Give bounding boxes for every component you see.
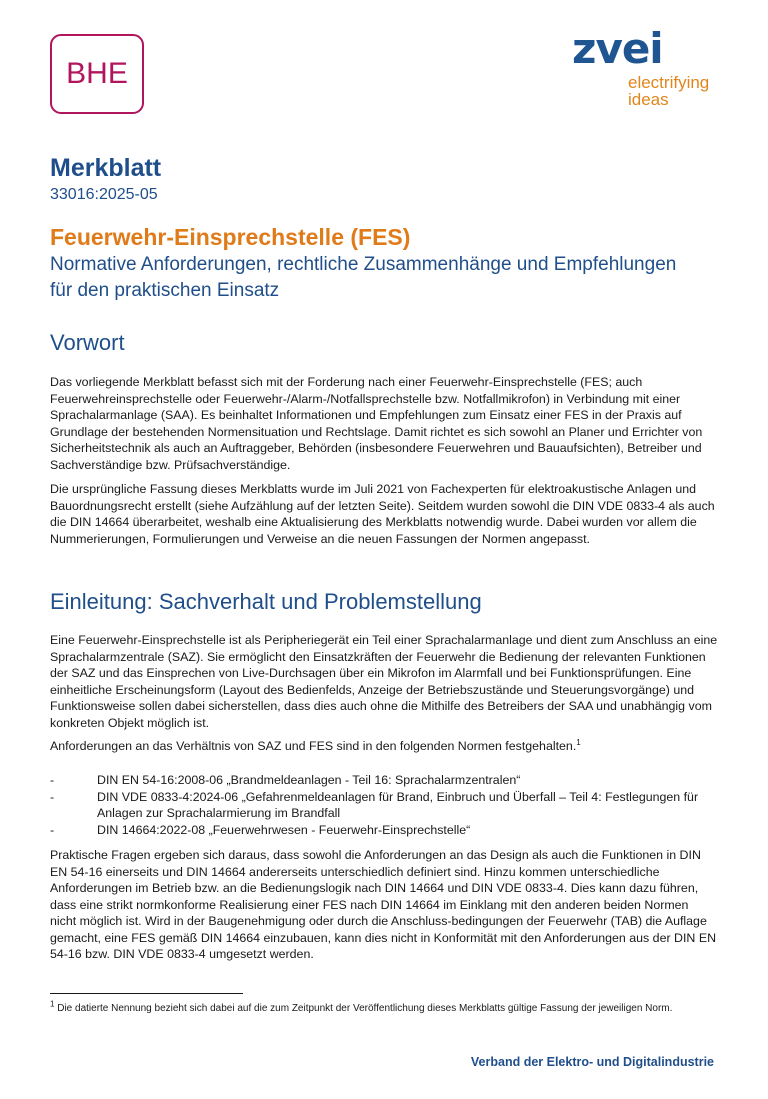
- footnote: [50, 999, 718, 1016]
- footnote-reference: 1: [576, 737, 581, 747]
- norm-list: [50, 772, 718, 838]
- zvei-logo: [572, 24, 732, 109]
- list-item: [50, 789, 718, 822]
- vorwort-paragraph-2: Die ursprüngliche Fassung dieses Merkblatts wurde im Juli 2021 von Fachexperten für elektroakustische Anlagen und Bauordnungsrecht erstellt (siehe Aufzählung auf der letzten Seite). Seitdem wurden sowohl die DIN VDE 0833-4 als auch die DIN 14664 überarbeitet, weshalb eine Aktualisierung des Merkblatts notwendig wurde. Dabei wurden vor allem die Nummerierungen, Formulierungen und Verweise an die neuen Fassungen der Normen angepasst.: [50, 482, 715, 546]
- list-item: [50, 822, 718, 839]
- document-title: Feuerwehr-Einsprechstelle (FES): [50, 224, 411, 250]
- list-dash: -: [50, 822, 55, 837]
- bhe-logo: [50, 34, 144, 114]
- document-subtitle: Normative Anforderungen, rechtliche Zusammenhänge und Empfehlungen für den praktischen Einsatz: [50, 254, 677, 301]
- zvei-logo-word: zvei: [572, 24, 663, 73]
- vorwort-paragraph-1: Das vorliegende Merkblatt befasst sich mit der Forderung nach einer Feuerwehr-Einsprechstelle (FES; auch Feuerwehreinsprechstelle oder Feuerwehr-/Alarm-/Notfallsprechstelle bzw. Notfallmikrofon) in Verbindung mit einer Sprachalarmanlage (SAA). Es beinhaltet Informationen und Empfehlungen zum Einsatz einer FES in der Praxis auf Grundlage der bestehenden Normensituation und Rechtslage. Damit richtet es sich sowohl an Planer und Errichter von Sicherheitstechnik als auch an Auftraggeber, Behörden (insbesondere Feuerwehren und Bauaufsichten), Betreiber und Sachverständige bzw. Prüfsachverständige.: [50, 375, 703, 472]
- einleitung-paragraph-1: Eine Feuerwehr-Einsprechstelle ist als Peripheriegerät ein Teil einer Sprachalarmanlage und dient zum Anschluss an eine Sprachalarmzentrale (SAZ). Sie ermöglicht den Einsatzkräften der Feuerwehr die Bedienung der relevanten Funktionen der SAZ und das Einsprechen von Live-Durchsagen über ein Mikrofon im Alarmfall und bei Funktionsprüfungen. Eine einheitliche Erscheinungsform (Layout des Bedienfelds, Anzeige der Betriebszustände und Steuerungsvorgänge) und Funktionsweise sollen dabei sicherstellen, dass dies auch ohne die Mithilfe des Betreibers der SAA und unabhängig vom konkreten Objekt möglich ist.: [50, 633, 718, 730]
- footnote-text: Die datierte Nennung bezieht sich dabei auf die zum Zeitpunkt der Veröffentlichung dieses Merkblatts gültige Fassung der jeweiligen Norm.: [57, 1003, 673, 1014]
- heading-vorwort: Vorwort: [50, 330, 125, 355]
- list-item: [50, 772, 718, 789]
- zvei-tagline-line-1: electrifying: [628, 73, 710, 92]
- footnote-divider: [50, 993, 243, 994]
- document-kind: Merkblatt: [50, 154, 162, 182]
- footer-organization: Verband der Elektro- und Digitalindustrie: [470, 1055, 714, 1069]
- list-dash: -: [50, 789, 55, 804]
- zvei-tagline: [628, 74, 732, 108]
- list-item-text: DIN EN 54-16:2008-06 „Brandmeldeanlagen - Teil 16: Sprachalarmzentralen“: [97, 773, 521, 787]
- einleitung-paragraph-2: [50, 738, 718, 755]
- einleitung-paragraph-3: Praktische Fragen ergeben sich daraus, dass sowohl die Anforderungen an das Design als auch die Funktionen in DIN EN 54-16 einerseits und DIN 14664 andererseits unterschiedlich definiert sind. Hinzu kommen unterschiedliche Anforderungen im Betrieb bzw. an die Bedienungslogik nach DIN 14664 und DIN VDE 0833-4. Dies kann dazu führen, dass eine strikt normkonforme Realisierung einer FES nach DIN 14664 im Einklang mit den anderen beiden Normen nicht möglich ist. Wird in der Baugenehmigung oder durch die Anschluss-bedingungen der Feuerwehr (TAB) die Auflage gemacht, eine FES gemäß DIN 14664 einzubauen, kann dies nicht in Konformität mit den Anforderungen aus der DIN EN 54-16 bzw. DIN VDE 0833-4 umgesetzt werden.: [50, 848, 717, 961]
- document-number: 33016:2025-05: [50, 186, 158, 203]
- zvei-tagline-line-2: ideas: [628, 90, 669, 109]
- heading-einleitung: Einleitung: Sachverhalt und Problemstellung: [50, 589, 482, 614]
- list-item-text: DIN VDE 0833-4:2024-06 „Gefahrenmeldeanlagen für Brand, Einbruch und Überfall – Teil 4: Festlegungen für Anlagen zur Sprachalarmierung im Brandfall: [97, 789, 699, 820]
- list-dash: -: [50, 773, 55, 787]
- footnote-number: 1: [50, 999, 55, 1009]
- list-item-text: DIN 14664:2022-08 „Feuerwehrwesen - Feuerwehr-Einsprechstelle“: [97, 822, 471, 837]
- einleitung-paragraph-2-text: Anforderungen an das Verhältnis von SAZ und FES sind in den folgenden Normen festgehalten.: [50, 739, 577, 753]
- bhe-logo-text: BHE: [66, 57, 128, 90]
